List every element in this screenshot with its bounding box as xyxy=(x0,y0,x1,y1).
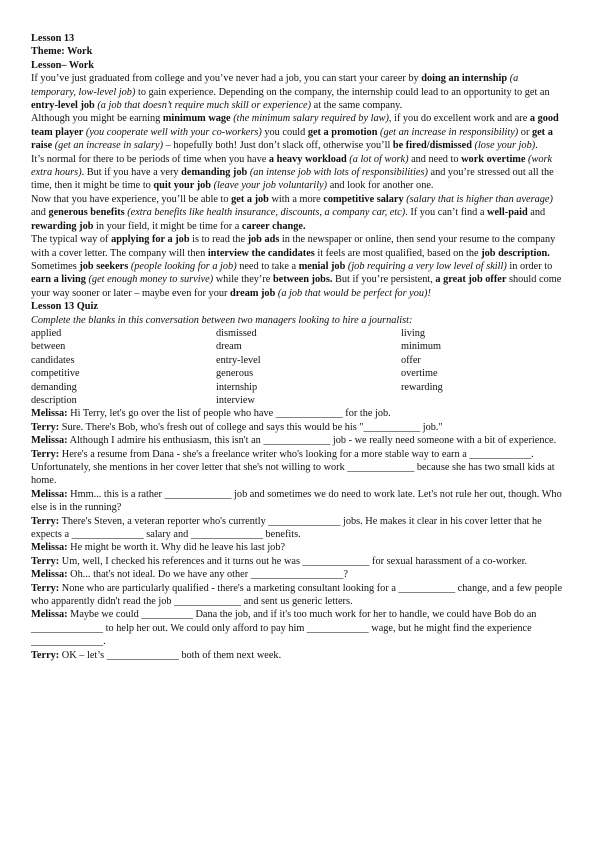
dialogue-line xyxy=(31,582,565,609)
dialogue-text: Maybe we could __________ Dana the job, and if it's too much work for her to handle, we could have Bob do an ______________ to help her out. We could only afford to pay him ____________ wage, but he might find the experience ______________. xyxy=(31,609,537,648)
dialogue-line xyxy=(31,488,565,515)
paragraph-text: , if you do excellent work and are xyxy=(388,113,530,125)
word-bank-item: between xyxy=(31,341,66,353)
vocab-term: job seekers xyxy=(79,260,129,272)
vocab-term: job description. xyxy=(481,247,550,259)
lesson-theme: Theme: Work xyxy=(31,46,93,58)
paragraph-text: The typical way of xyxy=(31,234,112,246)
paragraph-text: or xyxy=(518,126,532,138)
paragraph-text: and xyxy=(527,207,546,219)
speaker-name: Terry: xyxy=(31,448,60,460)
paragraph-text: and need to xyxy=(408,153,462,165)
paragraph-text: – hopefully both! Just don’t slack off, otherwise you’ll xyxy=(163,140,393,152)
vocab-term: rewarding job xyxy=(31,220,94,232)
word-bank-item: candidates xyxy=(31,354,75,366)
dialogue-text: Oh... that's not ideal. Do we have any other __________________? xyxy=(67,569,348,581)
vocab-definition: (get an increase in responsibility) xyxy=(380,126,519,138)
dialogue-line xyxy=(31,608,565,648)
paragraph-text: Although you might be earning xyxy=(31,113,163,125)
speaker-name: Terry: xyxy=(31,649,60,661)
vocab-term: demanding job xyxy=(181,167,248,179)
word-bank-item: demanding xyxy=(31,381,77,393)
vocab-term: quit your job xyxy=(153,180,212,192)
dialogue-line xyxy=(31,568,565,581)
vocab-definition: (get an increase in salary) xyxy=(54,140,164,152)
dialogue-text: Sure. There's Bob, who's fresh out of college and says this would be his "___________ job." xyxy=(59,421,443,433)
word-bank-item: competitive xyxy=(31,368,80,380)
vocab-definition: (salary that is higher than average) xyxy=(406,193,553,205)
paragraph-text: you could xyxy=(261,126,308,138)
dialogue-line xyxy=(31,515,565,542)
speaker-name: Melissa: xyxy=(31,488,68,500)
paragraph-text: . If you can’t find a xyxy=(405,207,488,219)
vocab-term: between jobs. xyxy=(272,274,333,286)
paragraph-text: need to take a xyxy=(236,260,299,272)
lesson-paragraph xyxy=(31,153,565,193)
dialogue-line xyxy=(31,541,565,554)
vocab-term: a heavy workload xyxy=(268,153,347,165)
vocab-term: generous benefits xyxy=(48,207,125,219)
paragraph-text: while they’re xyxy=(213,274,273,286)
paragraph-text: and xyxy=(31,207,49,219)
vocab-term: earn a living xyxy=(31,274,86,286)
word-bank xyxy=(31,327,565,407)
word-bank-item: description xyxy=(31,394,77,406)
vocab-definition: (the minimum salary required by law) xyxy=(233,113,389,125)
vocab-term: job ads xyxy=(247,234,280,246)
lesson-number: Lesson 13 xyxy=(31,33,75,44)
vocab-term: interview the candidates xyxy=(207,247,315,259)
vocab-term: get a job xyxy=(231,193,269,205)
speaker-name: Terry: xyxy=(31,555,60,567)
dialogue-text: Here's a resume from Dana - she's a freelance writer who's looking for a more stable way to earn a ____________. Unfortunately, she mentions in her cover letter that she's not willing to work _____________ because she has two small kids at home. xyxy=(31,448,555,487)
lesson-text xyxy=(31,72,565,300)
dialogue-text: Hmm... this is a rather _____________ job and sometimes we do need to work late. Let's not rule her out, though. Who else is in the running? xyxy=(31,488,562,514)
vocab-term: menial job xyxy=(298,260,346,272)
vocab-definition: (leave your job voluntarily) xyxy=(213,180,328,192)
vocab-term: entry-level job xyxy=(31,100,95,112)
word-bank-item: rewarding xyxy=(401,381,443,393)
paragraph-text: with a more xyxy=(268,193,324,205)
paragraph-text: in order to xyxy=(506,260,553,272)
paragraph-text: It’s normal for there to be periods of time when you have xyxy=(31,153,269,165)
speaker-name: Terry: xyxy=(31,582,60,594)
paragraph-text: But if you’re persistent, xyxy=(332,274,436,286)
quiz-title: Lesson 13 Quiz xyxy=(31,301,98,313)
vocab-definition: (a temporary, low-level job) xyxy=(31,73,519,98)
vocab-definition: (you cooperate well with your co-workers) xyxy=(85,126,262,138)
vocab-term: applying for a job xyxy=(111,234,190,246)
paragraph-text: . But if you have a very xyxy=(81,167,182,179)
speaker-name: Melissa: xyxy=(31,609,68,621)
paragraph-text: Sometimes xyxy=(31,260,80,272)
vocab-definition: (a lot of work) xyxy=(349,153,409,165)
word-bank-item: dream xyxy=(216,341,242,353)
lesson-paragraph xyxy=(31,260,565,300)
paragraph-text: is to read the xyxy=(189,234,248,246)
paragraph-text: should come your way sooner or later – maybe even for your xyxy=(31,274,562,299)
vocab-definition: (work extra hours) xyxy=(31,153,553,179)
paragraph-text: in your field, it might be time for a xyxy=(93,220,242,232)
vocab-term: doing an internship xyxy=(421,73,508,85)
paragraph-text: in the newspaper or online, then send your resume to the company with a cover letter. The company will then xyxy=(31,234,556,259)
lesson-paragraph xyxy=(31,193,565,233)
dialogue-line xyxy=(31,421,565,434)
quiz-instructions-text: Complete the blanks in this conversation between two managers looking to hire a journalist: xyxy=(31,314,413,326)
lesson-title: Lesson– Work xyxy=(31,59,95,71)
quiz-dialogue xyxy=(31,407,565,662)
paragraph-text: Now that you have experience, you’ll be able to xyxy=(31,193,232,205)
paragraph-text: it feels are most qualified, based on the xyxy=(314,247,482,259)
speaker-name: Melissa: xyxy=(31,435,68,447)
paragraph-text: and look for another one. xyxy=(327,180,434,192)
vocab-term: well-paid xyxy=(487,207,528,219)
vocab-term: get a raise xyxy=(31,126,553,152)
word-bank-item: minimum xyxy=(401,341,442,353)
vocab-definition: (lose your job) xyxy=(474,140,536,152)
dialogue-line xyxy=(31,649,565,662)
dialogue-line xyxy=(31,448,565,488)
paragraph-text: at the same company. xyxy=(311,100,403,112)
dialogue-line xyxy=(31,434,565,447)
speaker-name: Melissa: xyxy=(31,542,68,554)
dialogue-text: OK – let’s ______________ both of them next week. xyxy=(59,649,282,661)
lesson-paragraph xyxy=(31,72,565,112)
dialogue-text: There's Steven, a veteran reporter who's currently ______________ jobs. He makes it clear in his cover letter that he expects a ______________ salary and ______________ benefits. xyxy=(31,515,542,541)
vocab-term: a great job offer xyxy=(435,274,507,286)
dialogue-line xyxy=(31,555,565,568)
word-bank-item xyxy=(401,394,565,407)
dialogue-line xyxy=(31,407,565,420)
vocab-term: career change. xyxy=(241,220,306,232)
vocab-term: dream job xyxy=(230,287,276,299)
vocab-definition: (a job that would be perfect for you)! xyxy=(277,287,431,299)
vocab-definition: (people looking for a job) xyxy=(130,260,237,272)
word-bank-item: applied xyxy=(31,327,62,339)
vocab-term: competitive salary xyxy=(323,193,404,205)
dialogue-text: Hi Terry, let's go over the list of people who have _____________ for the job. xyxy=(67,408,391,420)
speaker-name: Melissa: xyxy=(31,408,68,420)
speaker-name: Terry: xyxy=(31,421,60,433)
word-bank-item: entry-level xyxy=(216,354,261,366)
dialogue-text: Although I admire his enthusiasm, this isn't an _____________ job - we really need someone with a bit of experience. xyxy=(67,435,557,447)
word-bank-item: dismissed xyxy=(216,327,257,339)
word-bank-item: interview xyxy=(216,394,255,406)
dialogue-text: He might be worth it. Why did he leave his last job? xyxy=(67,542,286,554)
paragraph-text: and you’re stressed out all the time, then it might be time to xyxy=(31,167,554,192)
word-bank-item: overtime xyxy=(401,368,438,380)
lesson-paragraph xyxy=(31,112,565,152)
vocab-definition: (an intense job with lots of responsibilities) xyxy=(249,167,428,179)
speaker-name: Terry: xyxy=(31,515,60,527)
paragraph-text: to gain experience. Depending on the company, the internship could lead to an opportunity to get an xyxy=(135,86,550,98)
word-bank-item: living xyxy=(401,327,426,339)
vocab-term: minimum wage xyxy=(162,113,231,125)
dialogue-text: None who are particularly qualified - there's a marketing consultant looking for a ___________ change, and a few people who apparently didn't read the job _____________ and sent us generic letters. xyxy=(31,582,563,608)
vocab-definition: (a job that doesn’t require much skill or experience) xyxy=(97,100,312,112)
vocab-definition: (job requiring a very low level of skill) xyxy=(347,260,507,272)
vocab-term: get a promotion xyxy=(307,126,378,138)
vocab-term: a good team player xyxy=(31,113,559,138)
vocab-term: work overtime xyxy=(461,153,526,165)
speaker-name: Melissa: xyxy=(31,569,68,581)
word-bank-item: internship xyxy=(216,381,258,393)
paragraph-text: . xyxy=(535,140,538,152)
vocab-term: be fired/dismissed xyxy=(392,140,472,152)
quiz-instructions xyxy=(31,314,565,327)
dialogue-text: Um, well, I checked his references and it turns out he was _____________ for sexual harassment of a co-worker. xyxy=(59,555,528,567)
vocab-definition: (extra benefits like health insurance, discounts, a company car, etc) xyxy=(127,207,406,219)
word-bank-item: offer xyxy=(401,354,421,366)
vocab-definition: (get enough money to survive) xyxy=(88,274,214,286)
lesson-paragraph xyxy=(31,233,565,260)
word-bank-item: generous xyxy=(216,368,254,380)
paragraph-text: If you’ve just graduated from college and you’ve never had a job, you can start your career by xyxy=(31,73,422,85)
